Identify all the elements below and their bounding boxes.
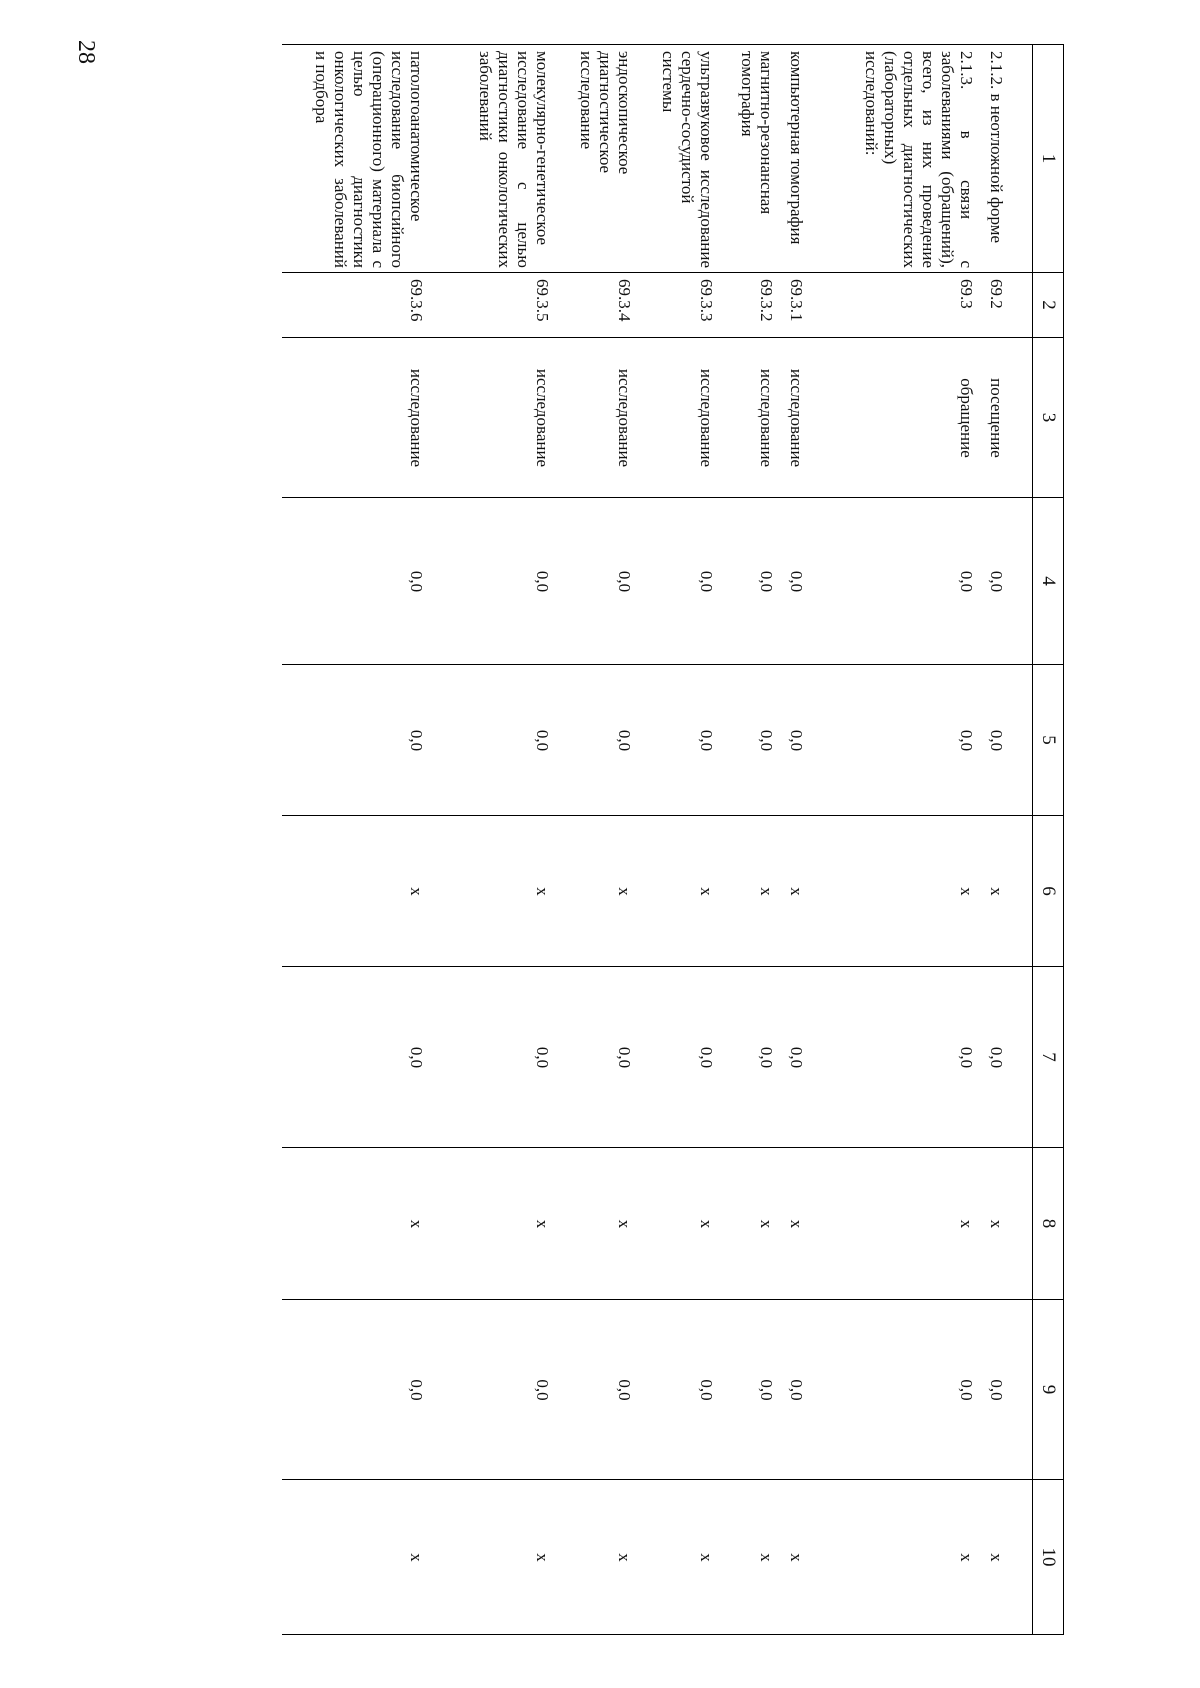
value-cell: 0,0 xyxy=(282,967,430,1148)
value-cell: 0,0 xyxy=(780,498,810,665)
value-cell: 0,0 xyxy=(980,967,1033,1148)
row-name-cell: 2.1.2. в неотложной форме xyxy=(980,45,1033,273)
row-code-cell: 69.3.3 xyxy=(638,273,720,338)
value-cell: х xyxy=(810,816,980,967)
rotated-page-content xyxy=(184,44,1064,1634)
value-cell: 0,0 xyxy=(980,498,1033,665)
value-cell: х xyxy=(810,1480,980,1635)
row-code-cell: 69.2 xyxy=(980,273,1033,338)
value-cell: 0,0 xyxy=(638,665,720,816)
table-header-row xyxy=(1033,45,1064,1635)
value-cell: 0,0 xyxy=(556,498,638,665)
row-name-cell: компьютерная томография xyxy=(780,45,810,273)
value-cell: х xyxy=(430,1148,556,1300)
value-cell: х xyxy=(780,1148,810,1300)
unit-cell: исследование xyxy=(780,338,810,498)
value-cell: х xyxy=(980,1148,1033,1300)
row-name-cell: патологоанатомическое исследование биопсийного (операционного) материала с целью диагностики онкологических заболеваний и подбора xyxy=(282,45,430,273)
value-cell: х xyxy=(638,1148,720,1300)
value-cell: х xyxy=(282,1480,430,1635)
value-cell: х xyxy=(556,1148,638,1300)
value-cell: 0,0 xyxy=(720,498,780,665)
row-code-cell: 69.3.6 xyxy=(282,273,430,338)
value-cell: 0,0 xyxy=(810,665,980,816)
value-cell: х xyxy=(980,816,1033,967)
value-cell: 0,0 xyxy=(556,1300,638,1480)
row-name-cell: эндоскопическое диагностическое исследование xyxy=(556,45,638,273)
table-body xyxy=(282,45,1033,1635)
value-cell: 0,0 xyxy=(720,1300,780,1480)
value-cell: 0,0 xyxy=(282,1300,430,1480)
column-header: 9 xyxy=(1033,1300,1064,1480)
unit-cell: исследование xyxy=(282,338,430,498)
column-header: 4 xyxy=(1033,498,1064,665)
value-cell: 0,0 xyxy=(430,498,556,665)
table-row xyxy=(980,45,1033,1635)
value-cell: х xyxy=(780,1480,810,1635)
value-cell: 0,0 xyxy=(810,498,980,665)
table-row xyxy=(780,45,810,1635)
table-row xyxy=(430,45,556,1635)
unit-cell: исследование xyxy=(638,338,720,498)
value-cell: 0,0 xyxy=(556,967,638,1148)
table-row xyxy=(810,45,980,1635)
row-name-cell: магнитно-резонансная томография xyxy=(720,45,780,273)
row-code-cell: 69.3.2 xyxy=(720,273,780,338)
unit-cell: исследование xyxy=(430,338,556,498)
value-cell: х xyxy=(556,816,638,967)
unit-cell: посещение xyxy=(980,338,1033,498)
row-name-cell: ультразвуковое исследование сердечно-сосудистой системы xyxy=(638,45,720,273)
value-cell: 0,0 xyxy=(980,665,1033,816)
value-cell: х xyxy=(810,1148,980,1300)
column-header: 6 xyxy=(1033,816,1064,967)
table-row xyxy=(556,45,638,1635)
value-cell: х xyxy=(638,1480,720,1635)
table-row xyxy=(720,45,780,1635)
row-code-cell: 69.3.4 xyxy=(556,273,638,338)
value-cell: х xyxy=(556,1480,638,1635)
value-cell: 0,0 xyxy=(430,665,556,816)
value-cell: 0,0 xyxy=(282,498,430,665)
column-header: 8 xyxy=(1033,1148,1064,1300)
value-cell: х xyxy=(282,1148,430,1300)
value-cell: х xyxy=(430,1480,556,1635)
value-cell: 0,0 xyxy=(556,665,638,816)
column-header: 10 xyxy=(1033,1480,1064,1635)
column-header: 2 xyxy=(1033,273,1064,338)
value-cell: 0,0 xyxy=(780,1300,810,1480)
table-row xyxy=(282,45,430,1635)
row-code-cell: 69.3.5 xyxy=(430,273,556,338)
value-cell: х xyxy=(720,816,780,967)
value-cell: х xyxy=(980,1480,1033,1635)
value-cell: 0,0 xyxy=(430,1300,556,1480)
page-number: 28 xyxy=(73,40,99,64)
value-cell: 0,0 xyxy=(810,1300,980,1480)
value-cell: х xyxy=(638,816,720,967)
value-cell: 0,0 xyxy=(780,967,810,1148)
value-cell: 0,0 xyxy=(720,665,780,816)
unit-cell: исследование xyxy=(720,338,780,498)
value-cell: 0,0 xyxy=(638,498,720,665)
value-cell: 0,0 xyxy=(780,665,810,816)
unit-cell: обращение xyxy=(810,338,980,498)
unit-cell: исследование xyxy=(556,338,638,498)
value-cell: х xyxy=(282,816,430,967)
row-name-cell: молекулярно-генетическое исследование с целью диагностики онкологических заболеваний xyxy=(430,45,556,273)
value-cell: х xyxy=(720,1148,780,1300)
value-cell: 0,0 xyxy=(638,967,720,1148)
value-cell: 0,0 xyxy=(980,1300,1033,1480)
column-header: 1 xyxy=(1033,45,1064,273)
value-cell: 0,0 xyxy=(430,967,556,1148)
table-row xyxy=(638,45,720,1635)
value-cell: х xyxy=(430,816,556,967)
value-cell: х xyxy=(720,1480,780,1635)
value-cell: 0,0 xyxy=(720,967,780,1148)
row-name-cell: 2.1.3. в связи с заболеваниями (обращений), всего, из них проведение отдельных диагностических (лабораторных) исследований: xyxy=(810,45,980,273)
value-cell: 0,0 xyxy=(638,1300,720,1480)
data-table xyxy=(282,44,1064,1635)
value-cell: 0,0 xyxy=(282,665,430,816)
row-code-cell: 69.3.1 xyxy=(780,273,810,338)
column-header: 3 xyxy=(1033,338,1064,498)
row-code-cell: 69.3 xyxy=(810,273,980,338)
column-header: 7 xyxy=(1033,967,1064,1148)
value-cell: 0,0 xyxy=(810,967,980,1148)
value-cell: х xyxy=(780,816,810,967)
column-header: 5 xyxy=(1033,665,1064,816)
